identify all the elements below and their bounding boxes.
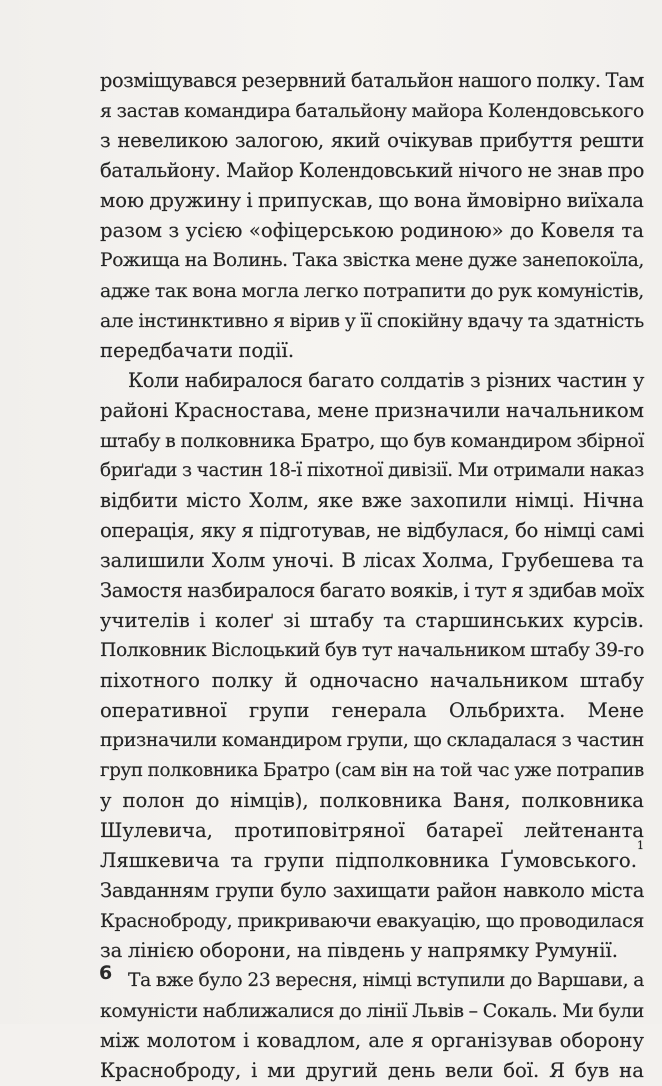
text-line: груп полковника Братро (сам він на той час уже потрапив [100,760,644,781]
text-line: районі Красностава, мене призначили начальником [100,399,644,422]
text-line: Та вже було 23 вересня, німці вступили до Варшави, а [128,970,644,991]
text-line: мою дружину і припускав, що вона ймовірно виїхала [100,189,644,212]
text-line: оперативної групи генерала Ольбрихта. Мене [100,699,644,722]
text-line: штабу в полковника Братро, що був командиром збірної [100,430,644,452]
text-line: Коли набиралося багато солдатів з різних частин у [128,369,644,392]
text-line: операція, яку я підготував, не відбулася, бо німці самі [100,519,644,542]
text-line: адже так вона могла легко потрапити до рук комуністів, [100,280,644,302]
text-line: у полон до німців), полковника Ваня, полковника [100,789,644,812]
text-line: Краснобpоду, прикриваючи евакуацію, що проводилася [100,910,644,932]
text-line: Замостя назбиралося багато вояків, і тут я здибав моїх [100,579,644,602]
text-line: розміщувався резервний батальйон нашого полку. Там [100,69,644,92]
text-line: Полковник Віслоцький був тут начальником штабу 39-го [100,640,644,661]
text-line: комуністи наближалися до лінії Львів – Сокаль. Ми були [100,1000,644,1022]
text-line-content: Ляшкевича та групи підполковника Ґумовського. [100,849,637,872]
text-line: передбачати події. [100,339,295,362]
text-line: призначили командиром групи, що складалася з частин [100,730,644,751]
text-line: бриґади з частин 18-ї піхотної дивізії. Ми отримали наказ [100,460,644,481]
text-line: з невеликою залогою, який очікував прибуття решти [100,129,644,152]
text-line: Краснобpоду, і ми другий день вели бої. Я був на [100,1059,644,1082]
text-line: батальйону. Майор Колендовський нічого не знав про [100,159,644,182]
footnote-marker: 1 [637,839,644,852]
text-line: Рожища на Волинь. Така звістка мене дуже занепокоїла, [100,250,644,271]
text-line-with-footnote [100,839,644,876]
text-line: залишили Холм уночі. В лісах Холма, Грубешева та [100,549,644,572]
text-line: між молотом і ковадлом, але я організував оборону [100,1029,644,1052]
page-number: 6 [99,962,113,984]
text-line: разом з усією «офіцерською родиною» до Ковеля та [100,219,644,242]
text-line: учителів і колеґ зі штабу та старшинських курсів. [100,609,644,632]
text-line: за лінією оборони, на південь у напрямку Румунії. [100,939,618,962]
text-line: я застав командира батальйону майора Колендовського [100,100,644,122]
text-line: Завданням групи було захищати район навколо міста [100,879,644,902]
text-line: піхотного полку й одночасно начальником штабу [100,669,644,692]
text-line: але інстинктивно я вірив у її спокійну вдачу та здатність [100,310,644,332]
text-line: відбити місто Холм, яке вже захопили німці. Нічна [100,489,644,512]
text-line: Шулевича, протиповітряної батареї лейтенанта [100,819,644,842]
